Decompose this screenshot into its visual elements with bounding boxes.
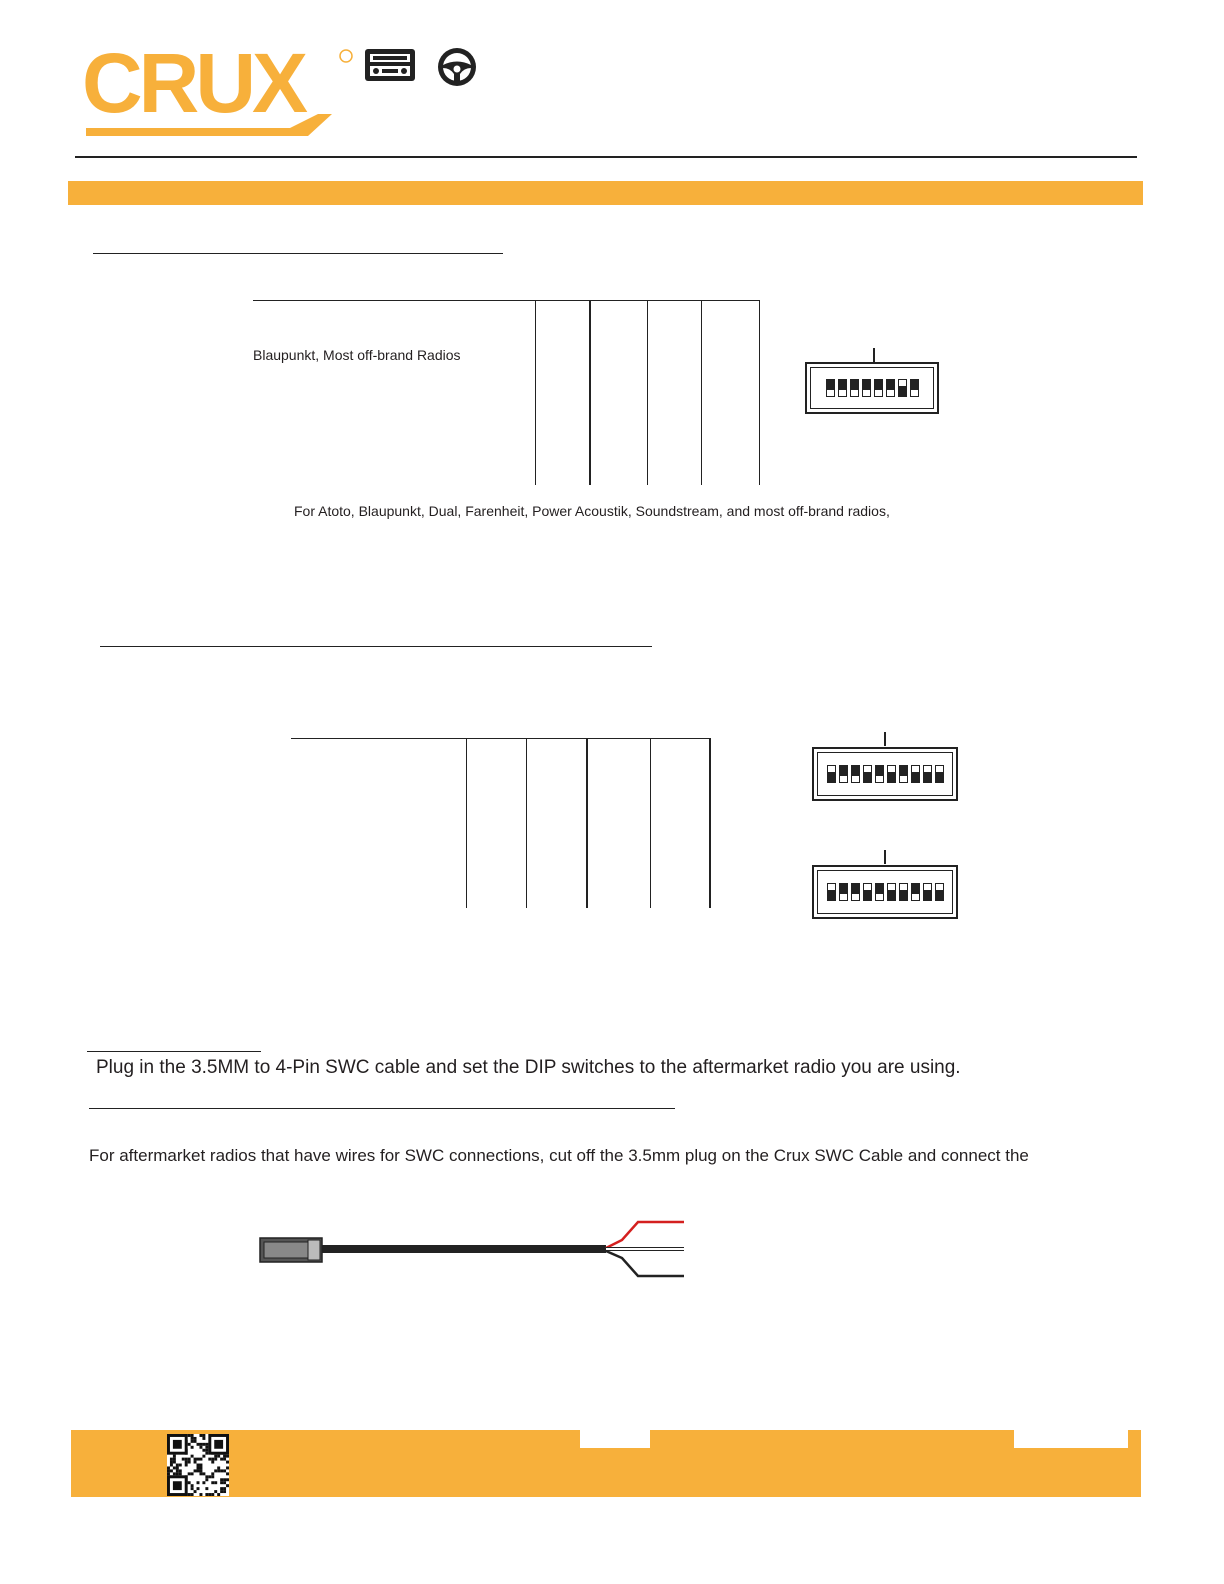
title-banner [68, 181, 1143, 205]
section3-instruction: Plug in the 3.5MM to 4-Pin SWC cable and set the DIP switches to the aftermarket radio you are using. [96, 1057, 961, 1078]
dip-switch-3 [851, 765, 860, 783]
dip-switch-9 [923, 883, 932, 901]
dip-switch-1 [826, 379, 835, 397]
dip-switch-3 [850, 379, 859, 397]
header-divider [75, 156, 1137, 158]
red-wire [606, 1222, 684, 1248]
logo-registered-mark [340, 50, 352, 62]
dip-switch-5 [874, 379, 883, 397]
dip-switch-row [817, 752, 953, 796]
dip-switch-4 [863, 883, 872, 901]
dip-switch-block [805, 362, 939, 414]
dip-switch-block [812, 865, 958, 919]
section2-table-col [650, 738, 651, 908]
section4-instruction: For aftermarket radios that have wires for SWC connections, cut off the 3.5mm plug on the Crux SWC Cable and connect the [89, 1146, 1029, 1165]
dip-pointer [884, 850, 886, 864]
section2-table-col [709, 738, 711, 908]
black-wire [606, 1251, 684, 1276]
section1-radio-brand: Blaupunkt, Most off-brand Radios [253, 347, 461, 363]
section1-table-col [647, 300, 648, 485]
crux-logo [80, 40, 360, 140]
section1-table-col [701, 300, 702, 485]
section4-heading-underline [89, 1108, 675, 1109]
footer-notch [580, 1430, 650, 1448]
dip-switch-4 [863, 765, 872, 783]
dip-switch-5 [875, 883, 884, 901]
dip-switch-3 [851, 883, 860, 901]
section1-note: For Atoto, Blaupunkt, Dual, Farenheit, Power Acoustik, Soundstream, and most off-brand radios, [294, 503, 890, 519]
section1-table-col [759, 300, 760, 485]
dip-switch-9 [923, 765, 932, 783]
dip-switch-8 [911, 883, 920, 901]
steering-wheel-icon [436, 46, 478, 88]
dip-switch-2 [839, 883, 848, 901]
dip-switch-row [810, 367, 934, 409]
section2-heading-underline [100, 646, 652, 647]
footer-notch [1014, 1430, 1128, 1448]
section3-heading-underline [87, 1051, 261, 1052]
logo-wordmark: CRUX [82, 40, 305, 130]
dip-switch-block [812, 747, 958, 801]
dip-switch-10 [935, 765, 944, 783]
section2-table-col [586, 738, 588, 908]
section2-table-col [526, 738, 527, 908]
dip-switch-7 [899, 765, 908, 783]
dip-switch-7 [898, 379, 907, 397]
section1-heading-underline [93, 253, 503, 254]
dip-switch-row [817, 870, 953, 914]
dip-switch-10 [935, 883, 944, 901]
dip-switch-8 [911, 765, 920, 783]
dip-switch-1 [827, 883, 836, 901]
section1-table-col [589, 300, 591, 485]
dip-switch-6 [887, 765, 896, 783]
crux-logo-graphic [80, 40, 360, 140]
dip-switch-1 [827, 765, 836, 783]
dip-switch-5 [875, 765, 884, 783]
dip-switch-2 [838, 379, 847, 397]
dip-switch-2 [839, 765, 848, 783]
dip-switch-4 [862, 379, 871, 397]
cable-body [322, 1245, 606, 1253]
dip-pointer [884, 732, 886, 746]
dip-switch-6 [887, 883, 896, 901]
dip-switch-6 [886, 379, 895, 397]
section2-table-col [466, 738, 467, 908]
dip-pointer [873, 348, 875, 362]
radio-icon [364, 48, 416, 82]
qr-code[interactable] [167, 1434, 229, 1496]
dip-switch-8 [910, 379, 919, 397]
swc-cable-illustration [258, 1218, 688, 1282]
section1-table-top [253, 300, 760, 301]
dip-switch-7 [899, 883, 908, 901]
section1-table-col [535, 300, 536, 485]
section2-table-top [291, 738, 711, 739]
